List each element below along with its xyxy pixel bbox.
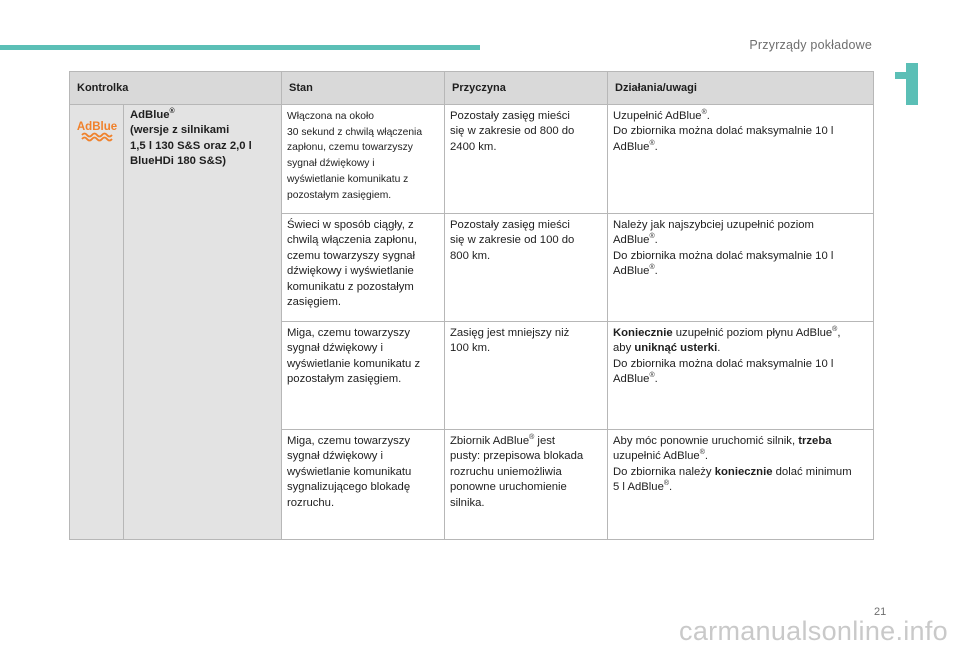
lamp-version-line-3: BlueHDi 180 S&S) <box>130 155 227 168</box>
przyczyna-cell: Pozostały zasięg mieści się w zakresie od 100 do 800 km. <box>445 214 608 322</box>
adblue-lamp-icon-cell <box>70 105 124 540</box>
adblue-warning-icon <box>77 117 117 143</box>
stan-cell: Miga, czemu towarzyszy sygnał dźwiękowy i wyświetlanie komunikatu z pozostałym zasięgiem. <box>282 322 445 430</box>
column-header-przyczyna: Przyczyna <box>445 72 608 105</box>
warning-lamp-table <box>69 71 874 540</box>
adblue-icon-text: AdBlue <box>76 121 117 133</box>
dzialania-cell: Uzupełnić AdBlue®. Do zbiornika można dolać maksymalnie 10 l AdBlue®. <box>608 105 874 214</box>
top-accent-rule <box>0 45 480 50</box>
chapter-number-tab <box>895 63 918 105</box>
przyczyna-cell: Pozostały zasięg mieści się w zakresie od 800 do 2400 km. <box>445 105 608 214</box>
lamp-version-line-1: (wersje z silnikami <box>130 124 230 137</box>
page-number: 21 <box>874 606 887 618</box>
stan-cell: Miga, czemu towarzyszy sygnał dźwiękowy i wyświetlanie komunikatu sygnalizującego blokadę rozruchu. <box>282 430 445 540</box>
table-header-row <box>70 72 874 105</box>
section-title: Przyrządy pokładowe <box>749 38 872 52</box>
przyczyna-cell: Zbiornik AdBlue® jest pusty: przepisowa blokada rozruchu uniemożliwia ponowne uruchomienie silnika. <box>445 430 608 540</box>
stan-cell: Świeci w sposób ciągły, z chwilą włączenia zapłonu, czemu towarzyszy sygnał dźwiękowy i wyświetlanie komunikatu z pozostałym zasięgiem. <box>282 214 445 322</box>
table-row <box>70 105 874 214</box>
lamp-label-cell: AdBlue® (wersje z silnikami 1,5 l 130 S&S oraz 2,0 l BlueHDi 180 S&S) <box>124 105 282 540</box>
column-header-dzialania: Działania/uwagi <box>608 72 874 105</box>
column-header-kontrolka: Kontrolka <box>70 72 282 105</box>
dzialania-cell: Należy jak najszybciej uzupełnić poziom AdBlue®. Do zbiornika można dolać maksymalnie 10 l AdBlue®. <box>608 214 874 322</box>
dzialania-cell: Aby móc ponownie uruchomić silnik, trzeba uzupełnić AdBlue®. Do zbiornika należy koniecznie dolać minimum 5 l AdBlue®. <box>608 430 874 540</box>
lamp-name: AdBlue <box>130 109 170 121</box>
stan-cell: Włączona na około 30 sekund z chwilą włączenia zapłonu, czemu towarzyszy sygnał dźwiękowy i wyświetlanie komunikatu z pozostałym zasięgiem. <box>282 105 445 214</box>
przyczyna-cell: Zasięg jest mniejszy niż 100 km. <box>445 322 608 430</box>
column-header-stan: Stan <box>282 72 445 105</box>
dzialania-cell: Koniecznie uzupełnić poziom płynu AdBlue®, aby uniknąć usterki. Do zbiornika można dolać maksymalnie 10 l AdBlue®. <box>608 322 874 430</box>
lamp-version-line-2: 1,5 l 130 S&S oraz 2,0 l <box>130 139 252 152</box>
watermark-text: carmanualsonline.info <box>679 616 948 646</box>
